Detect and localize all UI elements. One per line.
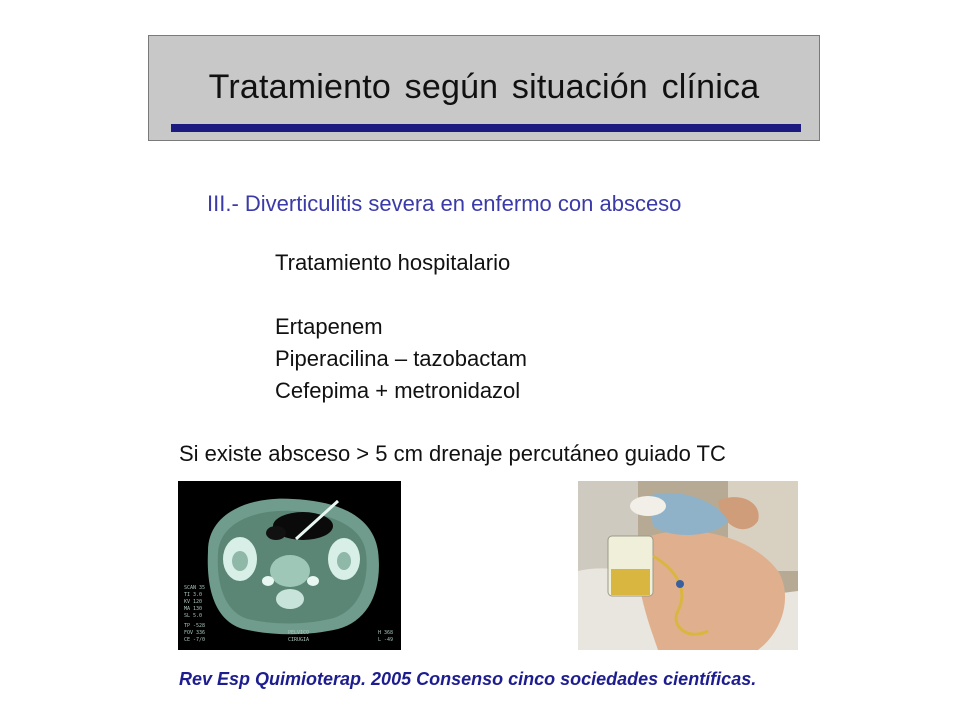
svg-text:SL 5.0: SL 5.0 bbox=[184, 613, 203, 619]
svg-text:PELVICO: PELVICO bbox=[288, 630, 310, 636]
citation: Rev Esp Quimioterap. 2005 Consenso cinco sociedades científicas. bbox=[179, 669, 757, 689]
drug-item: Cefepima + metronidazol bbox=[275, 378, 521, 403]
svg-text:MA 130: MA 130 bbox=[184, 606, 203, 612]
slide-title: Tratamiento según situación clínica bbox=[208, 68, 760, 106]
title-underline bbox=[171, 124, 801, 132]
treatment-heading: Tratamiento hospitalario bbox=[275, 250, 511, 275]
patient-drainage-photo bbox=[578, 481, 798, 650]
ct-scan-image bbox=[178, 481, 401, 650]
svg-text:L -49: L -49 bbox=[378, 637, 394, 643]
svg-text:TP -528: TP -528 bbox=[184, 623, 206, 629]
svg-text:CIRUGIA: CIRUGIA bbox=[288, 637, 310, 643]
svg-text:SCAN 35: SCAN 35 bbox=[184, 585, 206, 591]
svg-text:H 368: H 368 bbox=[378, 630, 394, 636]
title-banner bbox=[148, 35, 820, 141]
svg-text:KV 120: KV 120 bbox=[184, 599, 203, 605]
svg-text:TI 3.0: TI 3.0 bbox=[184, 592, 203, 598]
drug-item: Piperacilina – tazobactam bbox=[275, 346, 527, 371]
svg-text:CE -7/0: CE -7/0 bbox=[184, 637, 206, 643]
svg-text:FOV 336: FOV 336 bbox=[184, 630, 206, 636]
section-subtitle: III.- Diverticulitis severa en enfermo con absceso bbox=[207, 191, 682, 216]
drainage-note: Si existe absceso > 5 cm drenaje percutáneo guiado TC bbox=[179, 441, 726, 466]
drug-item: Ertapenem bbox=[275, 314, 383, 339]
